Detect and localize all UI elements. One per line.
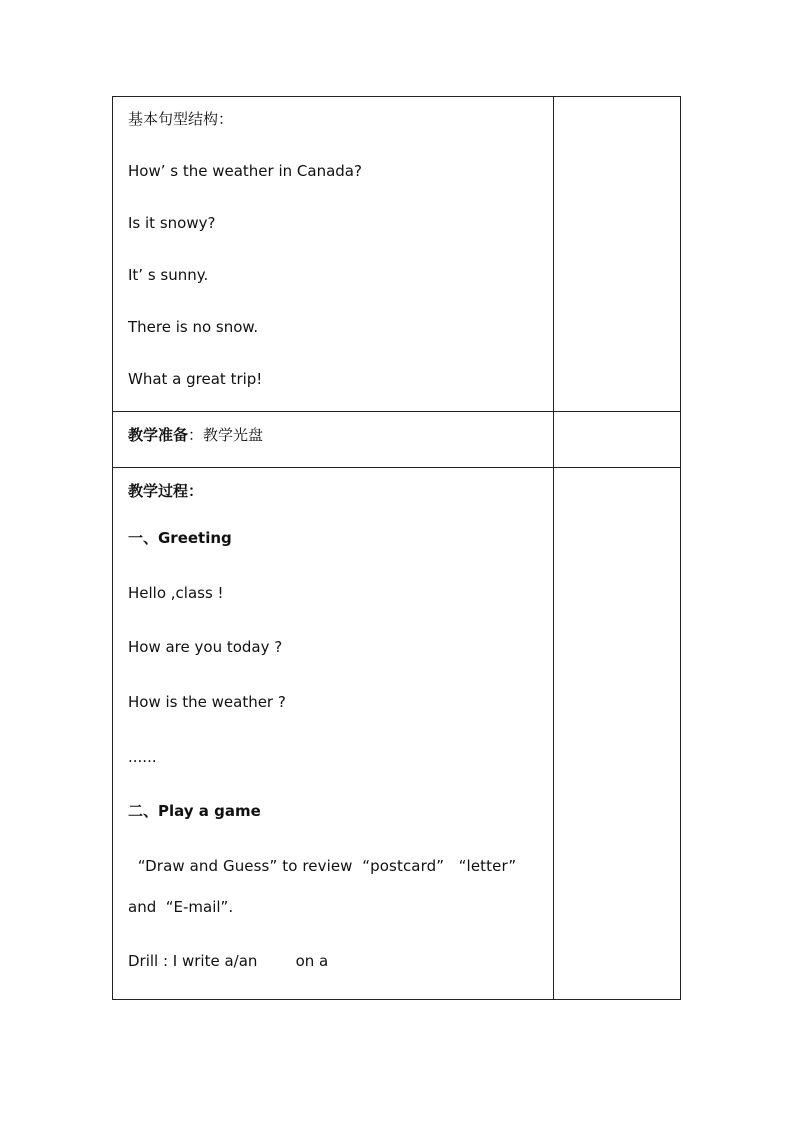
teaching-process-cell [113, 468, 680, 999]
teaching-preparation-value: ：教学光盘 [188, 426, 264, 444]
game-description-line: and “E-mail”. [128, 898, 234, 916]
sentence-line: There is no snow. [128, 318, 259, 336]
teaching-preparation [128, 425, 263, 445]
game-heading: 二、Play a game [128, 802, 261, 820]
greeting-line: How are you today ? [128, 638, 283, 656]
teaching-preparation-cell [113, 412, 680, 468]
sentence-patterns-title: 基本句型结构： [128, 110, 234, 128]
teaching-preparation-label: 教学准备 [128, 426, 189, 444]
lesson-plan-table [112, 96, 681, 1000]
game-description-line: “Draw and Guess” to review “postcard” “letter” [128, 857, 517, 875]
greeting-line: Hello ,class ! [128, 584, 224, 602]
greeting-heading: 一、Greeting [128, 529, 232, 547]
ellipsis-line: ...... [128, 748, 157, 766]
sentence-line: How’ s the weather in Canada? [128, 162, 362, 180]
greeting-line: How is the weather ? [128, 693, 286, 711]
sentence-patterns-cell [113, 97, 680, 412]
sentence-line: Is it snowy? [128, 214, 216, 232]
teaching-process-title: 教学过程： [128, 482, 204, 500]
sentence-line: What a great trip! [128, 370, 263, 388]
drill-line: Drill : I write a/an on a [128, 952, 329, 970]
sentence-line: It’ s sunny. [128, 266, 209, 284]
